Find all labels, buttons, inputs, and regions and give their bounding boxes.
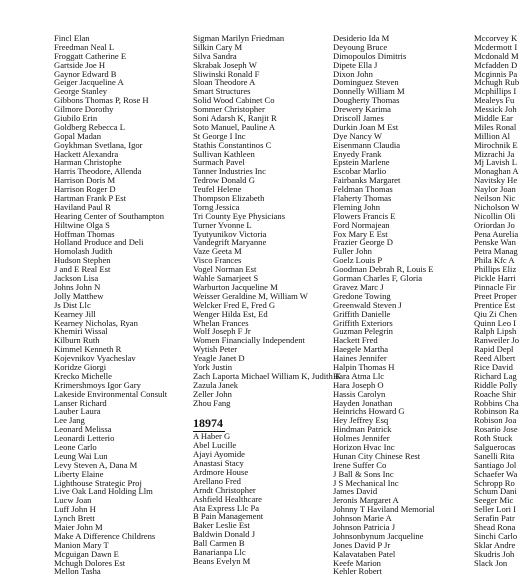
list-item: Soni Adarsh K, Ranjit R (193, 113, 277, 124)
list-item: Petra Manag (474, 246, 518, 257)
list-item: Slack Jon (474, 557, 508, 568)
list-item: Hunan City Chinese Rest (333, 450, 421, 461)
column-d (474, 33, 519, 568)
list-item: Navitsky He (474, 175, 518, 186)
list-item: Sklar Andre (474, 539, 516, 550)
list-item: Live Oak Land Holding Llm (54, 486, 153, 497)
list-item: Luff John H (54, 504, 96, 515)
list-item: Rice David (474, 361, 513, 372)
list-item: Holmes Jennifer (333, 433, 390, 444)
list-item: Qiu Zi Chen (474, 308, 517, 319)
list-item: Mcdermott I (474, 41, 518, 52)
list-item: Silva Sandra (193, 50, 237, 61)
list-item: Sinchi Carlo (474, 530, 518, 541)
list-item: Pena Aurelia (474, 228, 519, 239)
list-item: Griffith Danielle (333, 308, 391, 319)
list-item: Turner Yvonne L (193, 219, 252, 230)
list-item: Goldberg Rebecca L (54, 121, 125, 132)
list-item: Seller Lori I (474, 504, 516, 515)
list-item: Levy Steven A, Dana M (54, 459, 138, 470)
list-item: Gredone Towing (333, 290, 391, 301)
list-item: Ball Carmen B (193, 538, 245, 549)
list-item: Leone Carlo (54, 441, 97, 452)
list-item: Silkin Cary M (193, 41, 243, 52)
list-item: Oriordan Jo (474, 219, 515, 230)
list-item: Tanner Industries Inc (193, 166, 266, 177)
list-item: Mchugh Rub (474, 77, 519, 88)
list-item: Gartside Joe H (54, 59, 106, 70)
list-item: Anastasi Stacy (193, 458, 244, 469)
list-item: Horizon Hvac Inc (333, 441, 395, 452)
list-item: Stathis Constantinos C (193, 139, 272, 150)
list-item: James David (333, 486, 378, 497)
list-item: Dimopoulos Dimitris (333, 50, 407, 61)
list-item: Solid Wood Cabinet Co (193, 95, 275, 106)
list-item: Lighthouse Strategic Proj (54, 477, 142, 488)
list-item: Women Financially Independent (193, 335, 305, 346)
list-item: Zhou Fang (193, 397, 231, 408)
list-item: George Stanley (54, 86, 108, 97)
list-item: Messick Joh (474, 104, 517, 115)
list-item: Desiderio Ida M (333, 33, 390, 43)
list-item: Roth Stuck (474, 433, 513, 444)
list-item: Tedrow Donald G (193, 175, 255, 186)
list-item: Guzman Pelegrin (333, 326, 393, 337)
list-item: B Pain Management (193, 511, 264, 522)
list-item: Kehler Robert (333, 566, 382, 576)
list-item: Kojevnikov Vyacheslav (54, 353, 136, 364)
list-item: Whelan Frances (193, 317, 249, 328)
list-item: Ford Normajean (333, 219, 390, 230)
list-item: Kimmel Kenneth R (54, 344, 122, 355)
list-item: Hey Jeffrey Esq (333, 415, 389, 426)
list-item: Johnson Marie A (333, 513, 392, 524)
list-item: Ralph Lipsh (474, 326, 517, 337)
list-item: Dougherty Thomas (333, 95, 400, 106)
list-item: Maier John M (54, 521, 103, 532)
list-item: Gaynor Edward B (54, 68, 117, 79)
list-item: Mellon Tasha (54, 566, 101, 576)
section-list (193, 432, 329, 565)
list-item: Gilmore Dorothy (54, 104, 114, 115)
list-item: Wolf Joseph F Jr (193, 326, 251, 337)
list-item: Warburton Jacqueline M (193, 281, 278, 292)
list-item: Mizrachi Ja (474, 148, 515, 159)
list-item: Banarianpa Llc (193, 546, 246, 557)
column-a (54, 33, 190, 576)
list-item: Miles Ronal (474, 121, 517, 132)
list-item: Shead Rona (474, 521, 516, 532)
list-item: Nicollin Oli (474, 210, 516, 221)
list-item: Schropp Ro (474, 477, 515, 488)
list-item: Jeronis Margaret A (333, 495, 399, 506)
list-item: Deyoung Bruce (333, 41, 388, 52)
list-item: Gorman Charles F, Gloria (333, 273, 423, 284)
list-item: Holland Produce and Deli (54, 237, 144, 248)
list-item: Manion Mary T (54, 539, 109, 550)
list-item: Eisenmann Claudia (333, 139, 401, 150)
list-item: Teufel Helene (193, 184, 242, 195)
column-c (333, 33, 471, 576)
list-item: J and E Real Est (54, 264, 111, 275)
list-item: Robinson Ra (474, 406, 519, 417)
list-item: Lakeside Environmental Consult (54, 388, 168, 399)
list-item: Sloan Theodore A (193, 77, 256, 88)
list-item: Million Al (474, 130, 511, 141)
list-item: Lynch Brett (54, 513, 95, 524)
list-item: Neilson Nic (474, 193, 516, 204)
list-item: Krecko Michelle (54, 370, 112, 381)
list-item: Haviland Paul R (54, 201, 111, 212)
list-item: Keefe Marion (333, 557, 381, 568)
list-item: Gopal Madan (54, 130, 102, 141)
list-item: Zach Laporta Michael William K, Judith K (193, 370, 342, 381)
list-item: Griffith Exteriors (333, 317, 393, 328)
column-b (193, 33, 342, 566)
list-item: Ashfield Healthcare (193, 493, 262, 504)
list-item: Durkin Joan M Est (333, 121, 399, 132)
list-item: Thompson Elizabeth (193, 193, 265, 204)
list-item: Ranweiler Jo (474, 335, 519, 346)
list-item: Epstein Marlene (333, 157, 390, 168)
list-item: Mcguigan Dawn E (54, 548, 119, 559)
list-item: Sliwinski Ronald F (193, 68, 260, 79)
list-item: Flowers Francis E (333, 210, 396, 221)
list-item: Kilburn Ruth (54, 335, 100, 346)
list-item: Mealeys Fu (474, 95, 515, 106)
list-item: Khemiri Wissal (54, 326, 108, 337)
list-item: Mirochnik E (474, 139, 518, 150)
list-item: Krimershmoys Igor Gary (54, 379, 141, 390)
list-item: Vaze Geeta M (193, 246, 242, 257)
list-item: Welcker Fred E, Fred G (193, 299, 276, 310)
list-item: Leonard Melissa (54, 424, 112, 435)
list-item: Phillips Eliz (474, 264, 517, 275)
list-item: Homolash Judith (54, 246, 113, 257)
list-item: Prentice Est (474, 299, 516, 310)
list-item: Mcginnis Pa (474, 68, 518, 79)
list-item: Js Dist Llc (54, 299, 91, 310)
list-item: Arndt Christopher (193, 484, 256, 495)
list-item: York Justin (193, 361, 233, 372)
list-item: Johnny T Haviland Memorial (333, 504, 435, 515)
list-item: Ardmore House (193, 466, 249, 477)
list-item: Reed Albert (474, 353, 516, 364)
list-item: Liberty Elaine (54, 468, 104, 479)
list-item: Jones David P Jr (333, 539, 391, 550)
list-item: Fox Mary E Est (333, 228, 388, 239)
list-item: Goykhman Svetlana, Igor (54, 139, 143, 150)
list-item: Jolly Matthew (54, 290, 104, 301)
list-item: Phila Kfc A (474, 255, 515, 266)
list-item: Robbins Cha (474, 397, 519, 408)
list-item: Arellano Fred (193, 475, 241, 486)
list-item: Tri County Eye Physicians (193, 210, 286, 221)
list-item: Dominguez Steven (333, 77, 399, 88)
list-item: Hara Joseph O (333, 379, 384, 390)
list-item: Soto Manuel, Pauline A (193, 121, 276, 132)
list-item: Tyutyunikov Victoria (193, 228, 267, 239)
list-item: Visco Frances (193, 255, 242, 266)
list-item: Zeller John (193, 388, 232, 399)
list-item: Heinrichs Howard G (333, 406, 405, 417)
list-item: Sommer Christopher (193, 104, 265, 115)
list-item: Driscoll James (333, 113, 384, 124)
list-item: Salguerocas (474, 441, 516, 452)
list-item: Lanser Richard (54, 397, 107, 408)
list-item: Kearney Jill (54, 308, 96, 319)
list-item: Fuller John (333, 246, 372, 257)
list-item: Haegele Martha (333, 344, 389, 355)
list-item: Geiger Jacqueline A (54, 77, 124, 88)
list-item: Skrabak Joseph W (193, 59, 257, 70)
list-item: Preet Proper (474, 290, 517, 301)
list-item: Robison Joa (474, 415, 517, 426)
list-item: Hara Atma Llc (333, 370, 385, 381)
list-item: A Haber G (193, 431, 231, 442)
list-item: Monaghan A (474, 166, 519, 177)
list-item: Smart Structures (193, 86, 251, 97)
list-item: Lucw Joan (54, 495, 92, 506)
list-item: Mj Lavish L (474, 157, 517, 168)
list-item: Giubilo Erin (54, 113, 98, 124)
list-item: Lee Jang (54, 415, 85, 426)
list-item: Mcdonald M (474, 50, 519, 61)
list-item: Froggatt Catherine E (54, 50, 127, 61)
list-item: Vandegrift Maryanne (193, 237, 267, 248)
list-item: Johns John N (54, 281, 101, 292)
list-item: Greenwald Steven J (333, 299, 402, 310)
column-b-list (193, 33, 342, 408)
list-item: Baker Leslie Est (193, 520, 250, 531)
list-item: Serafin Patr (474, 513, 515, 524)
list-item: Seeger Mic (474, 495, 514, 506)
list-item: Hackett Fred (333, 335, 378, 346)
list-item: Harman Christophe (54, 157, 122, 168)
list-item: Sigman Marilyn Friedman (193, 33, 285, 43)
list-item: Skudris Joh (474, 548, 515, 559)
list-item: Wahle Samarjeet S (193, 273, 259, 284)
list-item: Harrison Doris M (54, 175, 116, 186)
list-item: Hassis Carolyn (333, 388, 386, 399)
list-item: Make A Difference Childrens (54, 530, 156, 541)
list-item: Kalavataben Patel (333, 548, 396, 559)
list-item: Fairbanks Margaret (333, 175, 401, 186)
list-item: Harrison Roger D (54, 184, 116, 195)
list-item: Dixon John (333, 68, 373, 79)
list-item: Haines Jennifer (333, 353, 387, 364)
list-item: Rosario Jose (474, 424, 518, 435)
list-item: Gravez Marc J (333, 281, 384, 292)
list-item: Ajayi Ayomide (193, 449, 245, 460)
list-item: Johnson Patricia J (333, 521, 396, 532)
list-item: Leung Wai Lun (54, 450, 108, 461)
list-item: Santiago Jol (474, 459, 517, 470)
list-item: Schum Dani (474, 486, 517, 497)
list-item: Drewery Karima (333, 104, 391, 115)
list-item: Yeagle Janet D (193, 353, 245, 364)
list-item: Gibbons Thomas P, Rose H (54, 95, 149, 106)
list-item: Wenger Hilda Est, Ed (193, 308, 268, 319)
list-item: Goelz Louis P (333, 255, 383, 266)
list-item: Naylor Joan (474, 184, 516, 195)
list-item: Schaefer Wa (474, 468, 518, 479)
list-item: Escobar Marlio (333, 166, 387, 177)
list-item: Beans Evelyn M (193, 555, 251, 566)
list-item: J Ball & Sons Inc (333, 468, 394, 479)
list-item: Nicholson W (474, 201, 519, 212)
list-item: Wytish Peter (193, 344, 238, 355)
list-item: Kearney Nicholas, Ryan (54, 317, 138, 328)
list-item: Koridze Giorgi (54, 361, 107, 372)
list-item: Roache Shir (474, 388, 517, 399)
list-item: Hoffman Thomas (54, 228, 115, 239)
list-item: Sanelli Rita (474, 450, 515, 461)
list-item: Hartman Frank P Est (54, 193, 127, 204)
list-item: Mchugh Dolores Est (54, 557, 126, 568)
page-header-area (0, 0, 512, 30)
list-item: Irene Suffer Co (333, 459, 387, 470)
list-item: Richard Lag (474, 370, 517, 381)
list-item: Dye Nancy W (333, 130, 382, 141)
list-item: Pickle Harri (474, 273, 516, 284)
list-item: Mccorvey K (474, 33, 518, 43)
list-item: Hiltwine Olga S (54, 219, 110, 230)
list-item: Johnsonbynum Jacqueline (333, 530, 424, 541)
list-item: J S Mechanical Inc (333, 477, 399, 488)
list-item: Hindman Patrick (333, 424, 392, 435)
list-item: Weisser Geraldine M, William W (193, 290, 308, 301)
list-item: Quinn Leo I (474, 317, 517, 328)
section-title-zip: 18974 (193, 416, 223, 431)
list-item: Mcfadden D (474, 59, 518, 70)
list-item: Hackett Alexandra (54, 148, 119, 159)
list-item: Hearing Center of Southampton (54, 210, 165, 221)
list-item: Frazier George D (333, 237, 393, 248)
list-item: Goodman Debrah R, Louis E (333, 264, 434, 275)
list-item: Pinnacle Fir (474, 281, 516, 292)
list-item: Mcphillips I (474, 86, 517, 97)
list-item: Feldman Thomas (333, 184, 393, 195)
list-item: Enyedy Frank (333, 148, 382, 159)
list-item: Baldwin Donald J (193, 529, 256, 540)
list-item: Flaherty Thomas (333, 193, 392, 204)
list-item: Fincl Elan (54, 33, 90, 43)
list-item: Vogel Norman Est (193, 264, 257, 275)
list-item: Torng Jessica (193, 201, 240, 212)
list-item: Ata Express Llc Pa (193, 502, 260, 513)
list-item: Hayden Jonathan (333, 397, 393, 408)
list-item: Sullivan Kathleen (193, 148, 255, 159)
list-item: Freedman Neal L (54, 41, 115, 52)
list-item: Dipete Ella J (333, 59, 378, 70)
list-item: Lauber Laura (54, 406, 101, 417)
list-item: Riddle Polly (474, 379, 518, 390)
list-item: Leonardi Letterio (54, 433, 115, 444)
list-item: Harris Theodore, Allenda (54, 166, 142, 177)
list-item: Jackson Lisa (54, 273, 99, 284)
list-item: St George I Inc (193, 130, 246, 141)
list-item: Zazula Janek (193, 379, 239, 390)
list-item: Penske Wan (474, 237, 516, 248)
list-item: Fleming John (333, 201, 381, 212)
list-item: Rapid Depl (474, 344, 514, 355)
list-item: Middle Ear (474, 113, 513, 124)
list-item: Donnelly William M (333, 86, 405, 97)
list-item: Hudson Stephen (54, 255, 111, 266)
list-item: Halpin Thomas H (333, 361, 395, 372)
list-item: Surmach Pavel (193, 157, 245, 168)
list-item: Abel Lucille (193, 440, 237, 451)
